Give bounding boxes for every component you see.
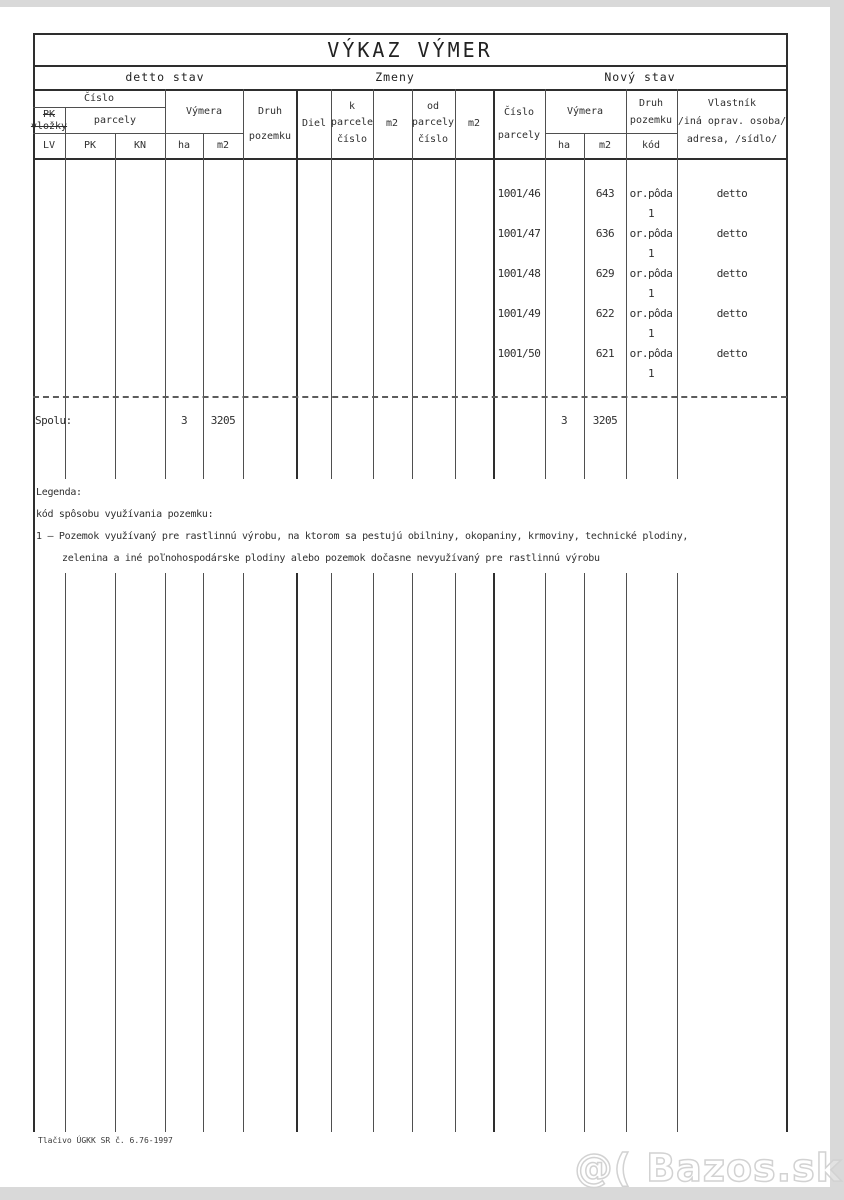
col-header-vlastnik-line2: /iná oprav. osoba/ xyxy=(677,116,787,127)
grid-line xyxy=(65,573,66,1132)
section-header-old-state: detto stav xyxy=(125,70,205,84)
land-use: or.pôda xyxy=(629,187,673,200)
area-m2: 622 xyxy=(595,307,615,320)
land-use: or.pôda xyxy=(629,267,673,280)
document-page xyxy=(0,7,830,1187)
col-header-diel: Diel xyxy=(301,118,327,129)
grid-line xyxy=(412,89,413,479)
parcel-number: 1001/46 xyxy=(497,187,541,200)
legend-subtitle: kód spôsobu využívania pozemku: xyxy=(36,509,214,520)
col-header-m2-old: m2 xyxy=(216,140,230,151)
grid-line xyxy=(331,573,332,1132)
col-header-k-parcele-line3: číslo xyxy=(336,134,368,145)
col-header-kod: kód xyxy=(641,140,661,151)
land-use-code: 1 xyxy=(647,207,655,220)
legend-line1: 1 – Pozemok využívaný pre rastlinnú výrobu, na ktorom sa pestujú obilniny, okopaniny, krmoviny, technické plodiny, xyxy=(36,531,689,542)
col-header-druh-old-line2: pozemku xyxy=(248,131,292,142)
land-use: or.pôda xyxy=(629,227,673,240)
col-header-ha-new: ha xyxy=(557,140,571,151)
section-divider xyxy=(493,89,495,479)
totals-old-m2: 3205 xyxy=(210,414,236,427)
col-header-vlastnik-line1: Vlastník xyxy=(707,98,757,109)
col-header-cislo-parcely-line2: parcely xyxy=(497,130,541,141)
land-use: or.pôda xyxy=(629,307,673,320)
col-header-druh-old-line1: Druh xyxy=(257,106,283,117)
subtotal-dashed-line xyxy=(33,396,787,398)
grid-line xyxy=(626,573,627,1132)
owner: detto xyxy=(716,227,748,240)
header-row-divider xyxy=(33,158,788,160)
grid-line xyxy=(373,89,374,479)
section-header-new-state: Nový stav xyxy=(604,70,676,84)
col-header-ha-old: ha xyxy=(177,140,191,151)
area-m2: 621 xyxy=(595,347,615,360)
parcel-number: 1001/49 xyxy=(497,307,541,320)
grid-line xyxy=(33,107,165,108)
col-header-k-parcele-line2: parcele xyxy=(330,117,374,128)
col-header-parcely: parcely xyxy=(93,115,137,126)
grid-line xyxy=(412,573,413,1132)
grid-line xyxy=(584,573,585,1132)
section-divider xyxy=(493,573,495,1132)
grid-line xyxy=(165,89,166,479)
totals-new-ha: 3 xyxy=(560,414,568,427)
table-border-top xyxy=(33,33,788,35)
legend-line2: zelenina a iné poľnohospodárske plodiny alebo pozemok dočasne nevyužívaný pre rastlinnú výrobu xyxy=(62,553,600,564)
owner: detto xyxy=(716,347,748,360)
owner: detto xyxy=(716,187,748,200)
col-header-m2-new: m2 xyxy=(598,140,612,151)
parcel-number: 1001/50 xyxy=(497,347,541,360)
grid-line xyxy=(545,133,677,134)
col-header-vlastnik-line3: adresa, /sídlo/ xyxy=(686,134,778,145)
land-use: or.pôda xyxy=(629,347,673,360)
col-header-kn: KN xyxy=(133,140,147,151)
grid-line xyxy=(455,573,456,1132)
col-header-vymera-old: Výmera xyxy=(185,106,223,117)
col-header-od-parcely-line2: parcely xyxy=(411,117,455,128)
grid-line xyxy=(331,89,332,479)
grid-line xyxy=(545,89,546,479)
section-header-changes: Zmeny xyxy=(375,70,415,84)
form-title: VÝKAZ VÝMER xyxy=(327,38,493,62)
grid-line xyxy=(203,573,204,1132)
grid-line xyxy=(165,573,166,1132)
col-header-pk-vlozky-line1: PK xyxy=(42,109,56,120)
grid-line xyxy=(545,573,546,1132)
grid-line xyxy=(203,133,204,479)
grid-line xyxy=(626,89,627,479)
parcel-number: 1001/48 xyxy=(497,267,541,280)
watermark: @( Bazos.sk xyxy=(574,1146,842,1190)
col-header-pk: PK xyxy=(83,140,97,151)
grid-line xyxy=(243,573,244,1132)
totals-old-ha: 3 xyxy=(180,414,188,427)
col-header-vymera-new: Výmera xyxy=(566,106,604,117)
parcel-number: 1001/47 xyxy=(497,227,541,240)
title-row-divider xyxy=(33,65,788,67)
totals-label: Spolu: xyxy=(35,414,72,427)
legend-title: Legenda: xyxy=(36,487,82,498)
col-header-cislo-parcely-line1: Číslo xyxy=(503,107,535,118)
grid-line xyxy=(584,133,585,479)
table-border-right xyxy=(786,33,788,1132)
form-number: Tlačivo ÚGKK SR č. 6.76-1997 xyxy=(38,1136,173,1145)
table-border-left xyxy=(33,33,35,1132)
grid-line xyxy=(677,89,678,479)
area-m2: 643 xyxy=(595,187,615,200)
totals-new-m2: 3205 xyxy=(592,414,618,427)
grid-line xyxy=(373,573,374,1132)
grid-line xyxy=(677,573,678,1132)
col-header-druh-new-line1: Druh xyxy=(638,98,664,109)
owner: detto xyxy=(716,267,748,280)
area-m2: 636 xyxy=(595,227,615,240)
section-divider xyxy=(296,89,298,479)
land-use-code: 1 xyxy=(647,327,655,340)
col-header-od-parcely-line1: od xyxy=(426,101,440,112)
land-use-code: 1 xyxy=(647,287,655,300)
land-use-code: 1 xyxy=(647,367,655,380)
area-m2: 629 xyxy=(595,267,615,280)
col-header-lv: LV xyxy=(42,140,56,151)
grid-line xyxy=(115,573,116,1132)
section-row-divider xyxy=(33,89,788,91)
section-divider xyxy=(296,573,298,1132)
col-header-pk-vlozky-line2: vložky xyxy=(30,121,68,132)
land-use-code: 1 xyxy=(647,247,655,260)
grid-line xyxy=(115,133,116,479)
grid-line xyxy=(455,89,456,479)
col-header-k-parcele-line1: k xyxy=(348,101,356,112)
col-header-druh-new-line2: pozemku xyxy=(629,115,673,126)
col-header-cislo: Číslo xyxy=(83,93,115,104)
col-header-od-parcely-line3: číslo xyxy=(417,134,449,145)
col-header-m2-change-a: m2 xyxy=(385,118,399,129)
grid-line xyxy=(243,89,244,479)
col-header-m2-change-b: m2 xyxy=(467,118,481,129)
owner: detto xyxy=(716,307,748,320)
